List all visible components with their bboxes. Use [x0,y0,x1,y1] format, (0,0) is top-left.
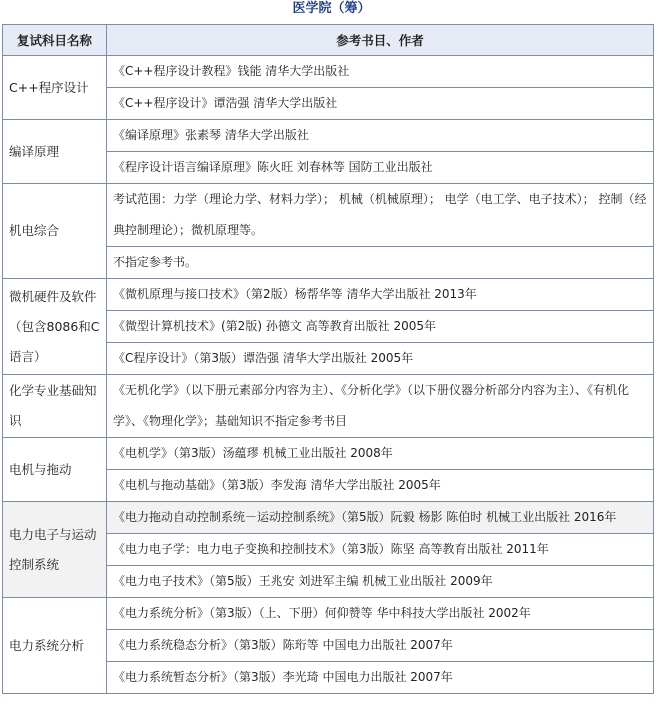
reference-cell: 《微型计算机技术》(第2版) 孙德文 高等教育出版社 2005年 [107,311,654,343]
subject-cell: 电力系统分析 [3,598,107,694]
table-row [3,502,654,534]
reference-cell: 《电力系统稳态分析》（第3版）陈珩等 中国电力出版社 2007年 [107,630,654,662]
reference-cell: 《微机原理与接口技术》（第2版）杨帮华等 清华大学出版社 2013年 [107,279,654,311]
reference-cell: 考试范围：力学（理论力学、材料力学）； 机械（机械原理）； 电学（电工学、电子技术）； 控制（经典控制理论）；微机原理等。 [107,184,654,247]
table-row [3,598,654,630]
table-row [3,184,654,247]
reference-cell: 《电力拖动自动控制系统－运动控制系统》（第5版）阮毅 杨影 陈伯时 机械工业出版社 2016年 [107,502,654,534]
reference-cell: 《程序设计语言编译原理》陈火旺 刘春林等 国防工业出版社 [107,152,654,184]
reference-cell: 《电力系统暂态分析》（第3版）李光琦 中国电力出版社 2007年 [107,662,654,694]
reference-cell: 《电力电子学：电力电子变换和控制技术》（第3版）陈坚 高等教育出版社 2011年 [107,534,654,566]
subject-cell: 编译原理 [3,120,107,184]
reference-cell: 《无机化学》（以下册元素部分内容为主）、《分析化学》（以下册仪器分析部分内容为主）、《有机化学》、《物理化学》；基础知识不指定参考书目 [107,375,654,438]
reference-cell: 《电机与拖动基础》（第3版）李发海 清华大学出版社 2005年 [107,470,654,502]
subject-cell: C++程序设计 [3,56,107,120]
reference-cell: 不指定参考书。 [107,247,654,279]
table-row [3,279,654,311]
school-title: 医学院（筹） [292,1,371,16]
header-subject: 复试科目名称 [3,25,107,56]
reference-cell: 《C++程序设计》谭浩强 清华大学出版社 [107,88,654,120]
reference-cell: 《编译原理》张素琴 清华大学出版社 [107,120,654,152]
table-row [3,375,654,438]
subject-cell: 电机与拖动 [3,438,107,502]
subject-cell: 微机硬件及软件（包含8086和C语言） [3,279,107,375]
reference-cell: 《电机学》（第3版）汤蕴璆 机械工业出版社 2008年 [107,438,654,470]
subject-cell: 机电综合 [3,184,107,279]
table-header-row [3,25,654,56]
table-row [3,438,654,470]
subject-cell: 电力电子与运动控制系统 [3,502,107,598]
subject-cell: 化学专业基础知识 [3,375,107,438]
header-refs: 参考书目、作者 [107,25,654,56]
reference-cell: 《电力电子技术》（第5版）王兆安 刘进军主编 机械工业出版社 2009年 [107,566,654,598]
table-row [3,120,654,152]
reference-cell: 《C程序设计》（第3版）谭浩强 清华大学出版社 2005年 [107,343,654,375]
reference-cell: 《电力系统分析》（第3版）（上、下册）何仰赞等 华中科技大学出版社 2002年 [107,598,654,630]
reference-book-table [2,24,654,694]
table-row [3,56,654,88]
reference-cell: 《C++程序设计教程》钱能 清华大学出版社 [107,56,654,88]
